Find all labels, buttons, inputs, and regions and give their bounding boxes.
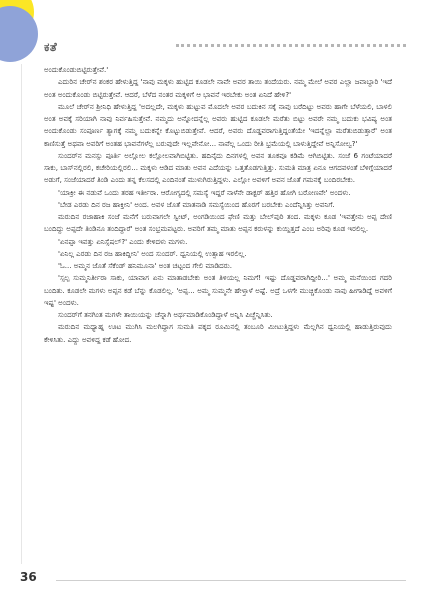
paragraph: 'ಓ... ಅಮ್ಮನ ಜೊತೆ ಸೆಕೆಂಡ್ ಹನಿಮೂನಾ' ಅಂತ ಚಟ್ಟಂದ ಗೇಲಿ ಮಾಡಿದರು. [58, 261, 233, 270]
paragraph: 'ಏನಪ್ಪಾ ಇವತ್ತು ಏನಿಸ್ಸೆಷಲ್?' ಎಂದು ಕೇಳಿದಳು ಮಗಳು. [58, 236, 188, 246]
footer-rule [56, 580, 406, 581]
paragraph: ಮರುದಿನ ಮಧ್ಯಾಹ್ನ ಊಟ ಮುಗಿಸಿ ಮಲಗಿದ್ದಾಗ ಸುಮತಿ ಪಕ್ಕದ ರೂಮಿನಲ್ಲಿ ತಂಬೂರಿ ಮೀಟುತ್ತಿದ್ದಳು ಮೆಲ್ಲಗಿನ ಧ್ವನಿಯಲ್ಲಿ ಹಾಡುತ್ತಿರುವುದು ಕೇಳಿಸಿತು. ಎದ್ದು ಅವಳಿದ್ದ ಕಡೆ ಹೋದ. [44, 322, 392, 344]
paragraph: ಎದುರಿನ ಚೇರ್‌ನ ಶಂಕರ ಹೇಳುತ್ತಿದ್ದ 'ನಾವು ಮಕ್ಕಳು ಹುಟ್ಟಿದ ಕೂಡಲೇ ನಾವೇ ಅವರ ತಾಯಿ ತಂದೆಯರು. ನಮ್ಮ ಮೇಲೆ ಅವರ ಎಲ್ಲಾ ಜವಾಬ್ದಾರಿ 'ಇದೆ ಅಂತ ಅಂದುಕೊಂಡು ಬಿಟ್ಟಿರುತ್ತೇವೆ. ಆದರೆ, ಬೆಳೆದ ನಂತರ ಮಕ್ಕಳಿಗೆ ಆ ಭಾವನೆ ಇರಬೇಕು ಅಂತ ಏನಿದೆ ಹೇಳಿ?' [44, 77, 392, 99]
paragraph: ಮರುದಿನ ರಜಾಹಾಕಿ ಸಂಜೆ ಮನೆಗೆ ಬರುವಾಗಲೇ ಸ್ವೀಟ್, ಅಂಗಡಿಯಿಂದ ಫೇಣಿ ಮತ್ತು ಬೇಲ್‌ಪುರಿ ತಂದ. ಮಕ್ಕಳು ಕೂಡ 'ಇವತ್ತೇನು ಅಪ್ಪ ದೇಣಿ ಬಂದಿದ್ದು ಅಪ್ಪದೇ ತಿಂಡಿನೂ ತಂದಿದ್ದಾರೆ' ಅಂತ ಸಂಭ್ರಮಪಟ್ಟರು. ಅವರಿಗೆ ತಮ್ಮ ಮಾತು ಅಪ್ಪನ ಕರುಳನ್ನು ಕುಯ್ದಿತ್ತದೆ ಎಂಬ ಅರಿವು ಕೂಡ ಇರಲಿಲ್ಲ. [44, 212, 392, 234]
margin-rule [21, 64, 22, 564]
paragraph: 'ಏನಿಲ್ಲ ಎರಡು ದಿನ ರಜ ಹಾಕಿದ್ದೀನಿ' ಅಂದ ಸುಂದರ್. ಧ್ವನಿಯಲ್ಲಿ ಉತ್ಸಾಹ ಇರಲಿಲ್ಲ. [58, 248, 247, 258]
page-number: 36 [20, 570, 37, 584]
paragraph: ಸುಂದರ್‌ನ ಮನಸ್ಸು ಪೂರ್ತಿ ಅಲ್ಲೋಲ ಕಲ್ಲೋಲವಾಗಿಬಿಟ್ಟಿತು. ಹದಿನೈದು ದಿನಗಳಲ್ಲಿ ಅವನ ತೂಕವೂ ಕಡಿಮೆ ಆಗಿಬಿಟ್ಟಿತು. ಸಂಜೆ 6 ಗಂಟೆಯಾದರೆ ಸಾಕು, ಬಾಸ್‌ನಲ್ಲಿರಲಿ, ಕಚೇರಿಯಲ್ಲಿರಲಿ... ಮಕ್ಕಳು ಆಡಿದ ಮಾತು ಅವನ ಎದೆಯನ್ನು ಒತ್ತತೊಡಗುತ್ತಿತ್ತು. ಸುಮತಿ ಮಾತ್ರ ಏನೂ ಆಗದವಳಂತೆ ಬೆಳಿಗ್ಗೆಯಾದರೆ ಅಡುಗೆ, ಸಂಜೆಯಾದರೆ ತಿಂಡಿ ಎಂದು ತನ್ನ ಕೆಲಸದಲ್ಲಿ ಎಂದಿನಂತೆ ಮುಳುಗಿರುತ್ತಿದ್ದಳು. ಎಲ್ಲೋ ಅವಳಿಗೆ ಅವನ ಜೊತೆ ಗಮನಕ್ಕೆ ಬಂದಿರಬೇಕು. [44, 150, 392, 185]
header-dotted-rule [176, 44, 406, 47]
paragraph: ಮೂಲೆ ಚೇರ್‌ನ ಶ್ರೀನಿಧಿ ಹೇಳುತ್ತಿದ್ದ 'ಅದಲ್ಲದೇ, ಮಕ್ಕಳು ಹುಟ್ಟುವ ಮೊದಲೇ ಅವರ ಬದುಕಿನ ಸಕ್ಕೆ ನಾವು ಬರೆದಿಟ್ಟು ಅವರು ಹಾಗೇ ಬೆಳೆಯಲಿ, ಬಾಳಲಿ ಅಂತ ಅವಕ್ಕೆ ಸರಿಯಾಗಿ ನಾವು ನಿರ್ವಹಿಸುತ್ತೇವೆ. ನಮ್ಮದು ಅನ್ನೋದನ್ನೆಲ್ಲ ಅವರು ಹುಟ್ಟಿದ ಕೂಡಲೇ ಮರೆತು ಬಿಟ್ಟು ಅವರೇ ನಮ್ಮ ಬದುಕು ಭವಿಷ್ಯ ಅಂತ ಅಂದುಕೊಂಡು ಸಂಪೂರ್ಣ ತ್ಯಾಗಕ್ಕೆ ನಮ್ಮ ಬದುಕನ್ನೇ ಕೊಟ್ಟುಬಿಡುತ್ತೇವೆ. ಆದರೆ, ಅವರು ದೊಡ್ಡವರಾಗುತ್ತಿದ್ದಂತೆಯೇ 'ಇದನ್ನೆಲ್ಲಾ ಮರೆತುಬಿಡುತ್ತಾರೆ' ಅಂತ ಕಾಣಿಸುತ್ತೆ ಅಥವಾ ಅವರಿಗೆ ಅಂತಹ ಭಾವನೆಗಳೆಲ್ಲ ಬರುವುದೇ ಇಲ್ಲವೇನೋ... ನಾವೆಲ್ಲ ಒಂದು ರೀತಿ ಭ್ರಮೆಯಲ್ಲಿ ಬಾಳುತ್ತಿದ್ದೇವೆ ಅನ್ನಿಸೋಲ್ವ?' [44, 101, 392, 148]
section-label: ಕತೆ [44, 40, 58, 54]
paragraph: ಅಂದುಕೊಂಡುಬಿಟ್ಟಿರುತ್ತೇವೆ.' [44, 65, 109, 74]
paragraph: ಸುಂದರ್‌ಗೆ ತನಗಿಂತ ಮಗಳೇ ತಾಯಿಯನ್ನು ಚೆನ್ನಾಗಿ ಅರ್ಥಮಾಡಿಕೊಂಡಿದ್ದಾಳೆ ಅನ್ನಿಸಿ ಪಿಚ್ಚೆನ್ನಿಸಿತು. [58, 310, 273, 319]
story-body [44, 64, 392, 346]
paragraph: 'ಬೇಡ ಎರಡು ದಿನ ರಜ ಹಾಕ್ತೀನಿ' ಅಂದ. ಅವಳ ಜೊತೆ ಮಾತನಾಡಿ ಸಮಸ್ಯೆಯಿಂದ ಹೊರಗೆ ಬರಬೇಕು ಎಂದೆನ್ನಿಸಿತ್ತು ಅವನಿಗೆ. [58, 199, 335, 209]
paragraph: 'ಯಾಕ್ರೀ ಈ ನಡುವೆ ಒಂದು ತರಹ ಇರ್ತೀರಾ. ಆರೋಗ್ಯದಲ್ಲಿ ಸಮಸ್ಯೆ ಇದ್ದರೆ ನಾಳೆನೇ ಡಾಕ್ಟರ್ ಹತ್ತಿರ ಹೋಗಿ ಬರೋಣವೇ' ಅಂದಳು. [58, 187, 351, 197]
paragraph: 'ಸ್ಸಲ್ಪ ಸುಮ್ಮನಿರ್ತೀರಾ ಸಾಕು, ಯಾವಾಗ ಏನು ಮಾತಾಡಬೇಕು ಅಂತ ತಿಳಿಯಲ್ಲ ನಿಮಗೆ! ಇಷ್ಟು ದೊಡ್ಡವರಾಗಿದ್ದೀರಿ...' ಅಮ್ಮ ಮನೆಯಿಂದ ಗದರಿ ಬಂದಿತು. ಕೂಡಲೇ ಮಗಳು ಅಪ್ಪನ ಕಡೆ ಬೆನ್ನು ಕೊಡಲಿಲ್ಲ. 'ಅಪ್ಪ... ಅಮ್ಮ ಸುಮ್ಮನೇ ಹೇಳ್ತಾಳೆ ಅಷ್ಟೆ. ಅದ್ರೆ ಒಳಗೇ ಮುಚ್ಚಿಕೊಂಡು ನಾವು ಹೀಗಾಡಿದ್ದೆ ಅವಳಿಗೆ ಇಷ್ಟ' ಅಂದಳು. [44, 273, 392, 307]
